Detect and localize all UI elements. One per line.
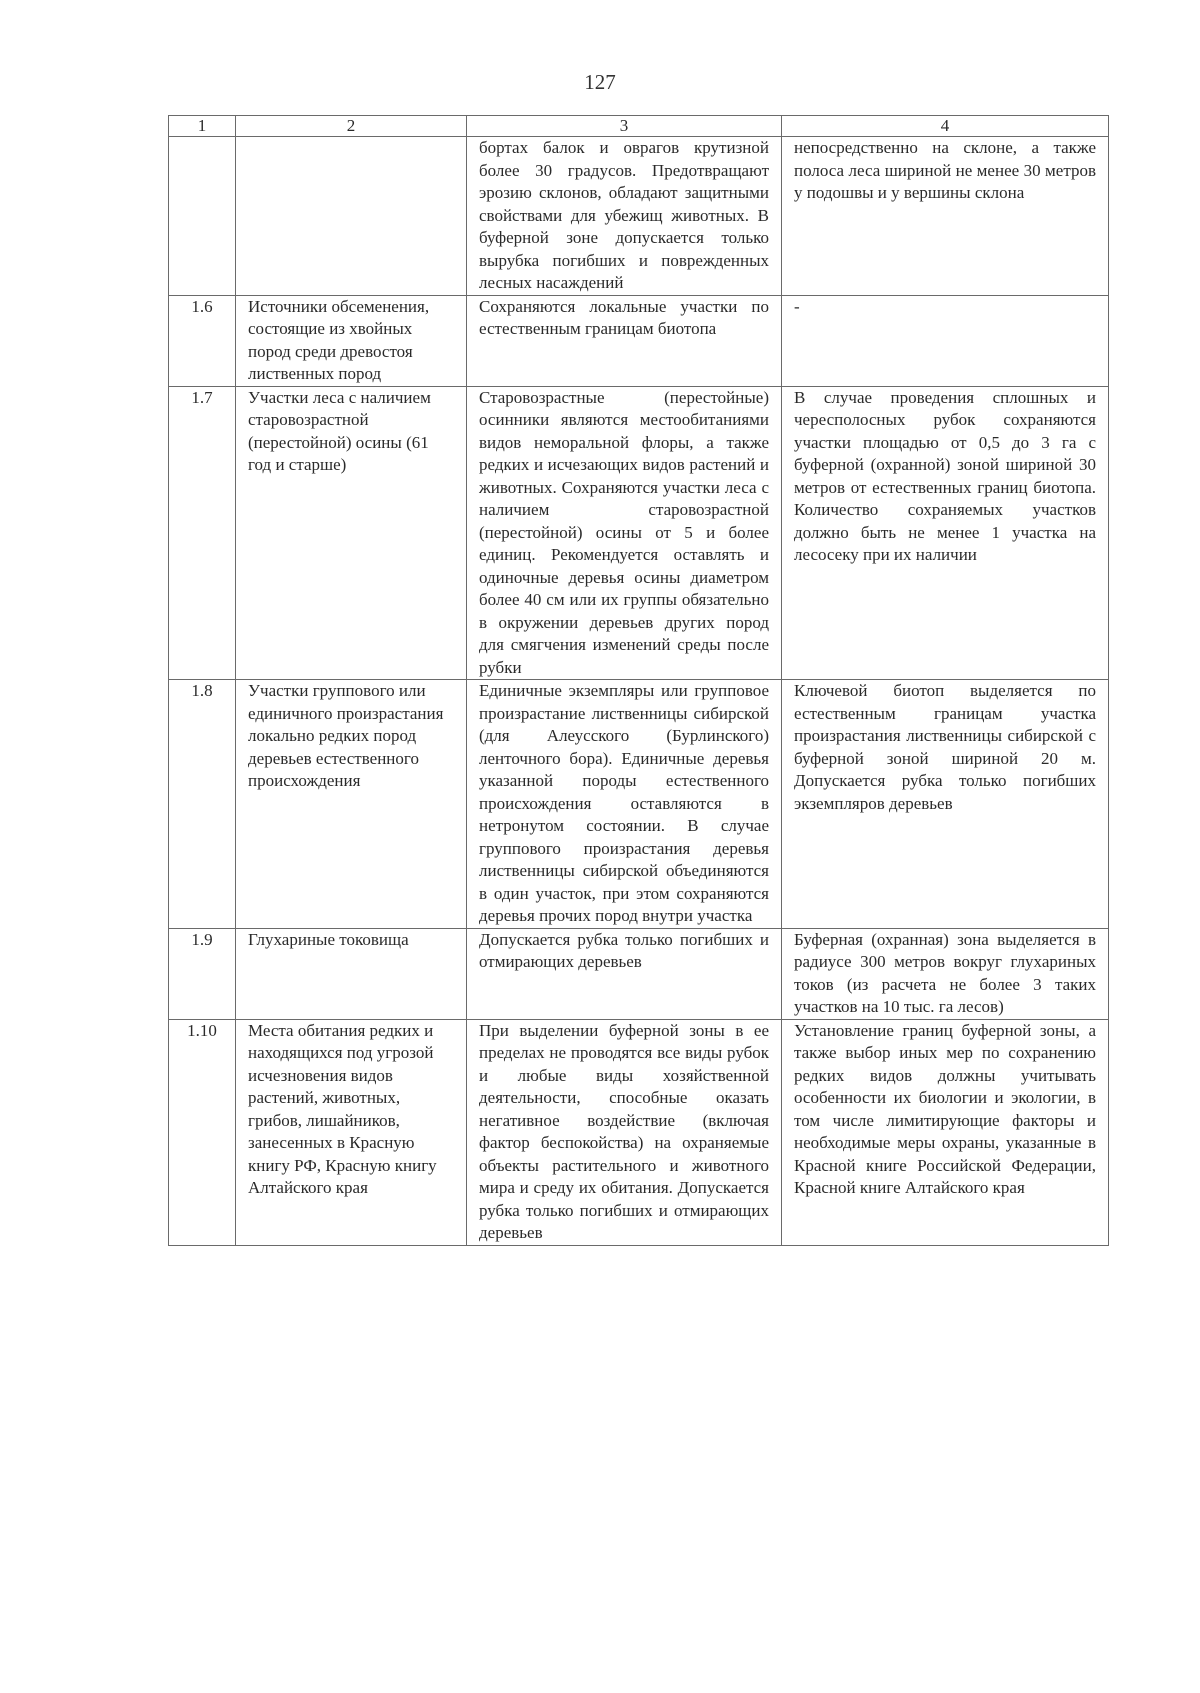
table-row (169, 386, 1109, 680)
table-row (169, 137, 1109, 296)
buffer-zone-description: Установление границ буферной зоны, а также выбор иных мер по сохранению редких видов должны учитывать особенности их биологии и экологии, в том числе лимитирующие факторы и необходимые меры охраны, указанные в Красной книге Российской Федерации, Красной книге Алтайского края (782, 1019, 1109, 1245)
protection-measures-table (168, 115, 1109, 1246)
column-header-4: 4 (782, 116, 1109, 137)
biotope-name: Участки леса с наличием старовозрастной (перестойной) осины (61 год и старше) (236, 386, 467, 680)
row-number: 1.9 (169, 928, 236, 1019)
row-number: 1.8 (169, 680, 236, 929)
biotope-requirements: При выделении буферной зоны в ее пределах не проводятся все виды рубок и любые виды хозяйственной деятельности, способные оказать негативное воздействие (включая фактор беспокойства) на охраняемые объекты растительного и животного мира и среду их обитания. Допускается рубка только погибших и отмирающих деревьев (467, 1019, 782, 1245)
biotope-requirements: бортах балок и оврагов крутизной более 30 градусов. Предотвращают эрозию склонов, обладают защитными свойствами для убежищ животных. В буферной зоне допускается только вырубка погибших и поврежденных лесных насаждений (467, 137, 782, 296)
biotope-name: Источники обсеменения, состоящие из хвойных пород среди древостоя лиственных пород (236, 295, 467, 386)
buffer-zone-description: - (782, 295, 1109, 386)
table-row (169, 928, 1109, 1019)
biotope-name: Участки группового или единичного произрастания локально редких пород деревьев естественного происхождения (236, 680, 467, 929)
column-header-2: 2 (236, 116, 467, 137)
biotope-name (236, 137, 467, 296)
buffer-zone-description: Ключевой биотоп выделяется по естественным границам участка произрастания лиственницы сибирской с буферной зоной шириной 20 м. Допускается рубка только погибших экземпляров деревьев (782, 680, 1109, 929)
page-number: 127 (584, 70, 616, 94)
biotope-requirements: Единичные экземпляры или групповое произрастание лиственницы сибирской (для Алеусского (Бурлинского) ленточного бора). Единичные деревья указанной породы естественного происхождения оставляются в нетронутом состоянии. В случае группового произрастания деревья лиственницы сибирской объединяются в один участок, при этом сохраняются деревья прочих пород внутри участка (467, 680, 782, 929)
biotope-requirements: Допускается рубка только погибших и отмирающих деревьев (467, 928, 782, 1019)
table-row (169, 1019, 1109, 1245)
buffer-zone-description: В случае проведения сплошных и чересполосных рубок сохраняются участки площадью от 0,5 до 3 га с буферной (охранной) зоной шириной 30 метров от естественных границ биотопа. Количество сохраняемых участков должно быть не менее 1 участка на лесосеку при их наличии (782, 386, 1109, 680)
buffer-zone-description: непосредственно на склоне, а также полоса леса шириной не менее 30 метров у подошвы и у вершины склона (782, 137, 1109, 296)
row-number: 1.10 (169, 1019, 236, 1245)
biotope-name: Глухариные токовища (236, 928, 467, 1019)
column-header-1: 1 (169, 116, 236, 137)
column-header-3: 3 (467, 116, 782, 137)
row-number: 1.6 (169, 295, 236, 386)
table-header-row (169, 116, 1109, 137)
biotope-name: Места обитания редких и находящихся под угрозой исчезновения видов растений, животных, грибов, лишайников, занесенных в Красную книгу РФ, Красную книгу Алтайского края (236, 1019, 467, 1245)
biotope-requirements: Сохраняются локальные участки по естественным границам биотопа (467, 295, 782, 386)
buffer-zone-description: Буферная (охранная) зона выделяется в радиусе 300 метров вокруг глухариных токов (из расчета не более 3 таких участков на 10 тыс. га лесов) (782, 928, 1109, 1019)
row-number (169, 137, 236, 296)
biotope-requirements: Старовозрастные (перестойные) осинники являются местообитаниями видов неморальной флоры, а также редких и исчезающих видов растений и животных. Сохраняются участки леса с наличием старовозрастной (перестойной) осины от 5 и более единиц. Рекомендуется оставлять и одиночные деревья осины диаметром более 40 см или их группы обязательно в окружении деревьев других пород для смягчения изменений среды после рубки (467, 386, 782, 680)
table-row (169, 295, 1109, 386)
table-row (169, 680, 1109, 929)
row-number: 1.7 (169, 386, 236, 680)
